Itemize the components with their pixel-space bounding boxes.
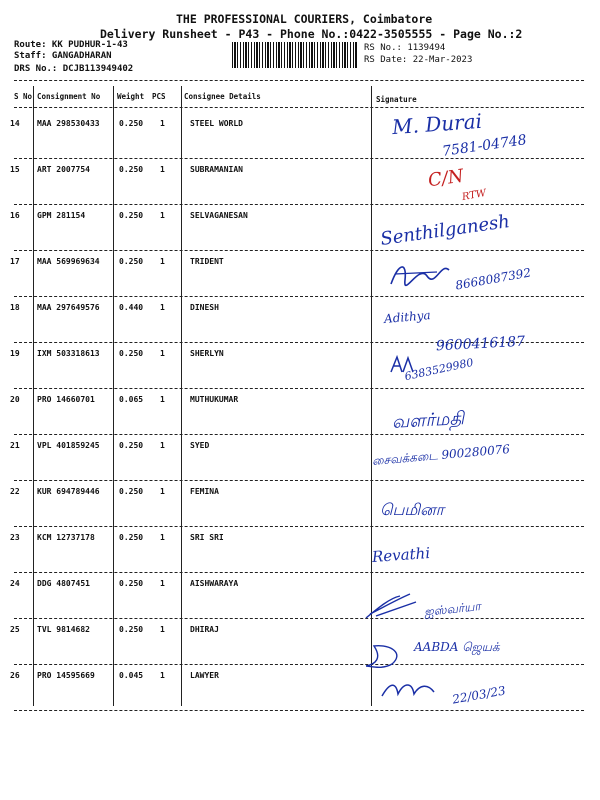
row-sno: 16 <box>10 211 20 220</box>
signature-handwriting: M. Durai <box>391 108 483 140</box>
row-consignment: DDG 4807451 <box>37 579 90 588</box>
rs-number: RS No.: 1139494 <box>364 43 446 53</box>
row-sno: 19 <box>10 349 20 358</box>
signature-handwriting: Senthilganesh <box>379 211 512 250</box>
date-handwriting: 22/03/23 <box>451 683 507 707</box>
row-consignee: MUTHUKUMAR <box>190 395 239 404</box>
row-divider <box>14 526 584 527</box>
row-sno: 14 <box>10 119 20 128</box>
route-label: Route: KK PUDHUR-1-43 <box>14 40 128 50</box>
row-consignment: VPL 401859245 <box>37 441 100 450</box>
row-divider <box>14 250 584 251</box>
row-pcs: 1 <box>160 211 165 220</box>
signature-scribble <box>378 676 438 704</box>
row-consignment: ART 2007754 <box>37 165 90 174</box>
row-consignment: MAA 569969634 <box>37 257 100 266</box>
row-sno: 18 <box>10 303 20 312</box>
row-consignee: TRIDENT <box>190 257 224 266</box>
row-consignee: LAWYER <box>190 671 219 680</box>
row-pcs: 1 <box>160 441 165 450</box>
row-divider <box>14 618 584 619</box>
row-weight: 0.250 <box>119 441 144 450</box>
row-consignee: SHERLYN <box>190 349 224 358</box>
row-divider <box>14 480 584 481</box>
header-divider-bottom <box>14 107 584 108</box>
signature-handwriting: சைவக்கடை 900280076 <box>371 442 511 469</box>
row-pcs: 1 <box>160 395 165 404</box>
return-note-handwriting: C/N <box>426 165 465 192</box>
col-sno: S No <box>14 92 33 101</box>
phone-handwriting: 8668087392 <box>454 265 532 293</box>
signature-handwriting: Adithya <box>383 307 432 327</box>
row-divider <box>14 664 584 665</box>
row-consignee: SYED <box>190 441 210 450</box>
table-row <box>0 664 600 710</box>
row-sno: 15 <box>10 165 20 174</box>
col-consignment: Consignment No <box>37 92 101 101</box>
row-consignment: KCM 12737178 <box>37 533 95 542</box>
row-consignee: DINESH <box>190 303 219 312</box>
row-divider <box>14 572 584 573</box>
row-consignee: STEEL WORLD <box>190 119 243 128</box>
row-consignee: FEMINA <box>190 487 219 496</box>
row-divider <box>14 710 584 711</box>
row-divider <box>14 204 584 205</box>
row-weight: 0.440 <box>119 303 144 312</box>
row-pcs: 1 <box>160 625 165 634</box>
drs-number: DRS No.: DCJB113949402 <box>14 64 134 74</box>
row-consignee: SRI SRI <box>190 533 224 542</box>
row-weight: 0.250 <box>119 533 144 542</box>
row-consignment: MAA 297649576 <box>37 303 100 312</box>
row-sno: 21 <box>10 441 20 450</box>
row-weight: 0.250 <box>119 349 144 358</box>
row-weight: 0.045 <box>119 671 144 680</box>
signature-scribble <box>385 258 455 290</box>
row-divider <box>14 158 584 159</box>
table-row <box>0 388 600 434</box>
row-consignee: SUBRAMANIAN <box>190 165 243 174</box>
row-pcs: 1 <box>160 349 165 358</box>
rs-date: RS Date: 22-Mar-2023 <box>364 55 473 65</box>
col-weight: Weight <box>117 92 145 101</box>
row-consignee: SELVAGANESAN <box>190 211 248 220</box>
row-weight: 0.250 <box>119 625 144 634</box>
row-pcs: 1 <box>160 487 165 496</box>
row-consignment: PRO 14660701 <box>37 395 95 404</box>
header-divider-top <box>14 80 584 81</box>
table-row <box>0 480 600 526</box>
row-pcs: 1 <box>160 119 165 128</box>
row-consignment: MAA 298530433 <box>37 119 100 128</box>
runsheet-title: Delivery Runsheet - P43 - Phone No.:0422-3505555 - Page No.:2 <box>100 27 523 41</box>
row-consignment: KUR 694789446 <box>37 487 100 496</box>
signature-handwriting: Revathi <box>371 543 431 567</box>
row-consignee: DHIRAJ <box>190 625 219 634</box>
row-sno: 23 <box>10 533 20 542</box>
row-pcs: 1 <box>160 533 165 542</box>
row-pcs: 1 <box>160 579 165 588</box>
table-row <box>0 526 600 572</box>
barcode <box>232 42 357 68</box>
phone-handwriting: 9600416187 <box>435 333 526 355</box>
col-consignee: Consignee Details <box>184 92 261 101</box>
col-pcs: PCS <box>152 92 166 101</box>
row-divider <box>14 434 584 435</box>
phone-handwriting: 6383529980 <box>403 355 475 384</box>
row-consignment: IXM 503318613 <box>37 349 100 358</box>
row-consignment: PRO 14595669 <box>37 671 95 680</box>
row-sno: 17 <box>10 257 20 266</box>
return-note-handwriting: RTW <box>461 187 488 204</box>
row-weight: 0.065 <box>119 395 144 404</box>
signature-handwriting: ஐஸ்வர்யா <box>423 599 482 619</box>
row-sno: 22 <box>10 487 20 496</box>
table-row <box>0 158 600 204</box>
signature-handwriting: AABDA ஜெயக் <box>414 640 500 654</box>
row-sno: 26 <box>10 671 20 680</box>
row-weight: 0.250 <box>119 165 144 174</box>
table-row <box>0 572 600 618</box>
row-weight: 0.250 <box>119 257 144 266</box>
row-weight: 0.250 <box>119 119 144 128</box>
table-row <box>0 618 600 664</box>
signature-handwriting: பெமினா <box>380 500 444 519</box>
row-consignment: GPM 281154 <box>37 211 86 220</box>
row-consignee: AISHWARAYA <box>190 579 239 588</box>
row-sno: 20 <box>10 395 20 404</box>
row-divider <box>14 388 584 389</box>
row-sno: 25 <box>10 625 20 634</box>
row-pcs: 1 <box>160 257 165 266</box>
row-weight: 0.250 <box>119 211 144 220</box>
row-weight: 0.250 <box>119 579 144 588</box>
row-weight: 0.250 <box>119 487 144 496</box>
staff-label: Staff: GANGADHARAN <box>14 51 112 61</box>
row-sno: 24 <box>10 579 20 588</box>
row-pcs: 1 <box>160 165 165 174</box>
signature-handwriting: வளர்மதி <box>391 408 465 433</box>
phone-handwriting: 7581-04748 <box>441 132 528 160</box>
signature-scribble <box>362 640 410 670</box>
company-title: THE PROFESSIONAL COURIERS, Coimbatore <box>176 12 433 26</box>
row-divider <box>14 296 584 297</box>
row-pcs: 1 <box>160 671 165 680</box>
col-signature: Signature <box>376 95 417 104</box>
row-consignment: TVL 9814682 <box>37 625 90 634</box>
row-pcs: 1 <box>160 303 165 312</box>
signature-scribble <box>362 588 426 622</box>
